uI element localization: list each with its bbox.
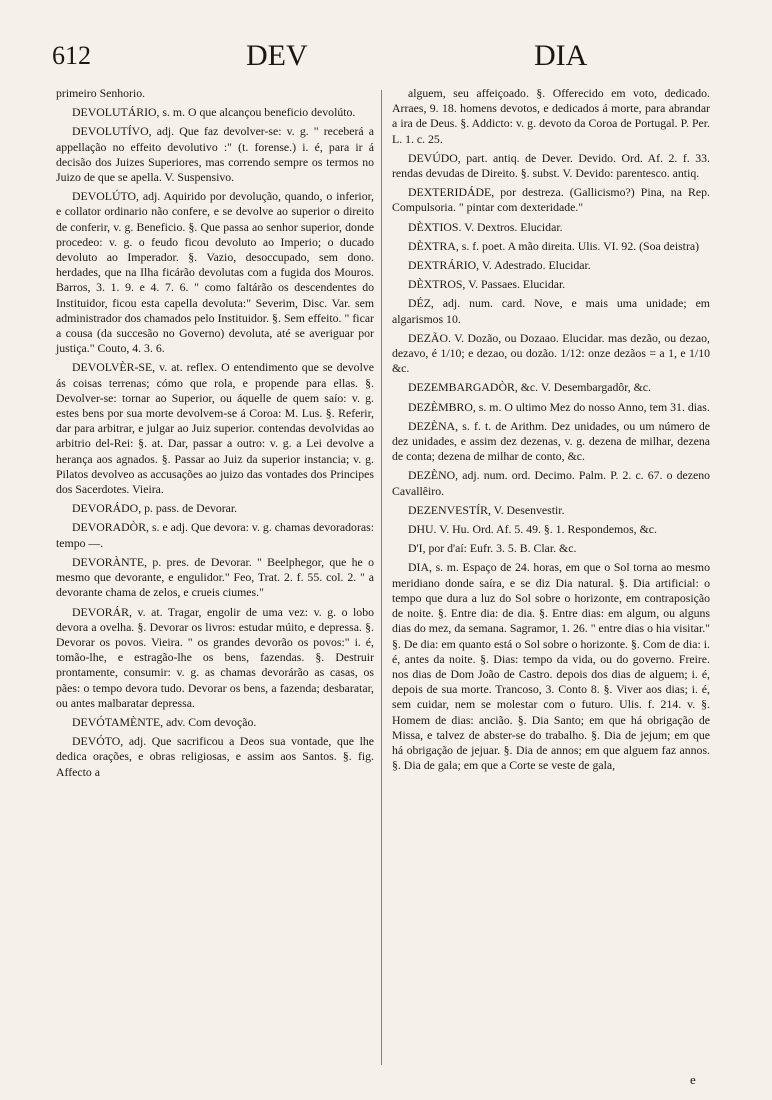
dictionary-entry: DÈXTRA, s. f. poet. A mão direita. Ulis. VI. 92. (Soa deistra) (408, 238, 700, 253)
dictionary-entry: DEVORÁDO, p. pass. de Devorar. (72, 501, 238, 516)
dictionary-entry: DEVORÁR, v. at. Tragar, engolir de uma vez: v. g. o lobo devora a ovelha. §. Devorar os livros: estudar múito, e depressa. §. Devorar os povos. Vieira. " os grandes devorão os povos:" i. é, tomão-lhe, e estragão-lhe os bens, fazendas. §. Destruir prontamente, consumir: v. g. as chamas devorárão as casas, os pães: o tempo devora tudo. Devorar os bens, a fazenda; desbaratar, ou antes malbaratar depressa. (56, 604, 374, 710)
dictionary-entry: DEVÓTO, adj. Que sacrificou a Deos sua vontade, que lhe dedica orações, e obras religiosas, e assim aos Santos. §. fig. Affecto a (56, 734, 374, 779)
right-column (392, 86, 710, 777)
dictionary-entry: DEZÈNA, s. f. t. de Arithm. Dez unidades, ou um número de dez unidades, e assim dez dezenas, v. g. dezena de milhar, dezena de conta; dezena de milhar de conto, &c. (392, 418, 710, 464)
dictionary-entry: DEVOLVÈR-SE, v. at. reflex. O entendimento que se devolve ás coisas terrenas; cómo que rola, e propende para ellas. §. Devolver-se: tornar ao Superior, ou áquelle de quem saío: v. g. estes bens por sua morte devolvem-se á Coroa: M. Lus. §. Referir, dar para arbitrar, e julgar ao Juiz superior. contendas devolvidas ao arbitrio del-Rei: §. at. Dar, passar a outro: v. g. a Lei devolve a herança aos agnados. §. Passar ao Juiz da superior instancia; v. g. Pilatos devolveo as accusações ao juizo das vontades dos Principes dos Sacerdotes. Vieira. (56, 360, 374, 497)
header-word-left: DEV (246, 39, 308, 72)
dictionary-entry: DEVOLUTÍVO, adj. Que faz devolver-se: v. g. " receberá a appellação no effeito devolutivo :" (t. forense.) i. é, para ir á decisão dos Juizes Superiores, mas correndo sempre os termos no Juizo de que se apella. V. Suspensivo. (56, 124, 374, 185)
dictionary-entry: DEVOLUTÁRIO, s. m. O que alcançou beneficio devolúto. (72, 105, 356, 120)
catchword: e (690, 1072, 696, 1087)
dictionary-entry: primeiro Senhorio. (56, 86, 146, 100)
dictionary-entry: DÈXTROS, V. Passaes. Elucidar. (408, 277, 566, 292)
dictionary-entry: DEVÚDO, part. antiq. de Dever. Devido. Ord. Af. 2. f. 33. rendas devudas de Direito. §. subst. V. Devido: parentesco. antiq. (392, 150, 710, 181)
dictionary-entry: DIA, s. m. Espaço de 24. horas, em que o Sol torna ao mesmo meridiano donde saíra, e se diz Dia natural. §. Dia artificial: o tempo que dura a luz do Sol sobre o horizonte, em contraposição de noite. §. Entre dia: de dia. §. Entre dias: em algum, ou alguns dias do mez, da semana. Sagramor, 1. 26. " entre dias o hia visitar." §. De dia: em quanto está o Sol sobre o horizonte. §. Com de dia: i. é, antes da noite. §. Dias: tempo da vida, ou do governo. Freire. nos dias de Dom João de Castro. depois dos dias de alguem; i. é, depois de sua morte. Trancoso, 3. Conto 8. §. Viver aos dias; i. é, sem cuidar, nem se molestar com o futuro. Ulis. f. 214. v. §. Homem de dias: ancião. §. Dia Santo; em que há obrigação de Missa, e talvez de abster-se do trabalho. §. Dia de jejum; em que há obrigação de jejuar. §. Dia de annos; em que alguem faz annos. §. Dia de gala; em que a Corte se veste de gala, (392, 560, 710, 773)
dictionary-entry: D'I, por d'aí: Eufr. 3. 5. B. Clar. &c. (408, 541, 577, 556)
dictionary-entry: DEXTRÁRIO, V. Adestrado. Elucidar. (408, 258, 591, 273)
dictionary-entry: DEZÈMBRO, s. m. O ultimo Mez do nosso Anno, tem 31. dias. (408, 399, 710, 414)
left-column (56, 86, 374, 784)
dictionary-entry: DEXTERIDÁDE, por destreza. (Gallicismo?) Pina, na Rep. Compulsoria. " pintar com dexteridade." (392, 185, 710, 215)
dictionary-entry: DEVOLÚTO, adj. Aquirido por devolução, quando, o inferior, e collator ordinario não confere, e se devolve ao superior o direito de conferir, v. g. Beneficio. §. Que passa ao senhor superior, donde procedeo: v. g. o feudo ficou devoluto ao Imperio; o ducado devoluto ao Imperador. §. Vazio, desoccupado, sem dono. herdades, que na Ilha ficárão devolutas com a fugida dos Mouros. Barros, 3. 1. 9. e 4. 7. 6. " como faltárão os descendentes do Instituidor, ficou esta capella devoluta:" Severim, Disc. Var. sem administrador dos chamados pelo Instituidor. §. Sem effeito. " ficar a cousa (da succesão no Governo) devoluta, até se averiguar por justiça." Couto, 4. 3. 6. (56, 189, 374, 356)
dictionary-entry: DÈXTIOS. V. Dextros. Elucidar. (408, 219, 563, 234)
dictionary-entry: DEZÃO. V. Dozão, ou Dozaao. Elucidar. mas dezão, ou dezao, dezavo, é 1/10; e dezao, ou dozão. 1/12: onze dezãos = a 1, e 1/10 &c. (392, 330, 710, 376)
dictionary-entry: DEZENVESTÍR, V. Desenvestir. (408, 502, 565, 517)
dictionary-entry: alguem, seu affeiçoado. §. Offerecido em voto, dedicado. Arraes, 9. 18. homens devotos, e dedicados á morte, para abrandar a ira de Deus. §. Addicto: v. g. devoto da Coroa de Portugal. P. Per. L. 1. c. 25. (392, 86, 710, 146)
column-divider (381, 90, 382, 1065)
dictionary-entry: DEVÓTAMÈNTE, adv. Com devoção. (72, 714, 257, 729)
dictionary-entry: DEVORÀNTE, p. pres. de Devorar. " Beelphegor, que he o mesmo que devorante, e engulidor." Feo, Trat. 2. f. 55. col. 2. " a devorante chama de zelos, e crueis ciumes." (56, 554, 374, 600)
dictionary-entry: DEZEMBARGADÒR, &c. V. Desembargadôr, &c. (408, 380, 651, 395)
dictionary-entry: DÉZ, adj. num. card. Nove, e mais uma unidade; em algarismos 10. (392, 296, 710, 326)
running-header (48, 36, 724, 86)
dictionary-entry: DEVORADÒR, s. e adj. Que devora: v. g. chamas devoradoras: tempo —. (56, 520, 374, 550)
header-word-right: DIA (534, 39, 588, 72)
dictionary-entry: DEZÈNO, adj. num. ord. Decimo. Palm. P. 2. c. 67. o dezeno Cavallêiro. (392, 468, 710, 498)
page-number: 612 (52, 41, 91, 70)
dictionary-entry: DHU. V. Hu. Ord. Af. 5. 49. §. 1. Respondemos, &c. (408, 522, 657, 537)
